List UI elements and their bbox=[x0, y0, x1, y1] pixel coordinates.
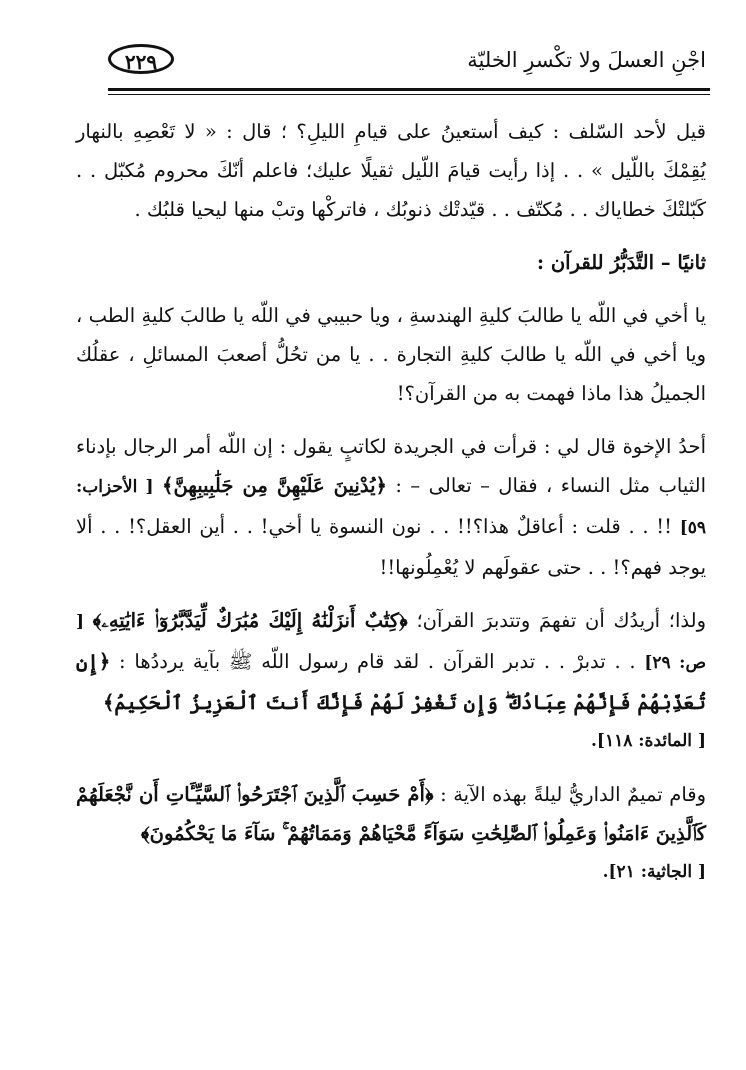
paragraph-text: أحدُ الإخوة قال لي : قرأت في الجريدة لكاتبٍ يقول : إن اللّه أمر الرجال بإدناء الثياب مثل النساء ، فقال – تعالى – : bbox=[76, 435, 706, 497]
paragraph-text: !! . . قلت : أعاقلٌ هذا؟!! . . نون النسوة يا أخي! . . أين العقل؟! . . ألا يوجد فهم؟! . . حتى عقولَهم لا يُعْمِلُونها!! bbox=[76, 515, 706, 579]
verse-reference: [ المائدة: ١١٨]. bbox=[590, 731, 706, 751]
paragraph-text: . . تدبرْ . . تدبر القرآن . لقد قام رسول اللّه ﷺ بآية يرددُها : bbox=[119, 650, 636, 673]
page-number: ٢٢٩ bbox=[108, 44, 174, 74]
verse-reference: [ ص: ٢٩] bbox=[76, 612, 706, 673]
paragraph-night-prayer: قيل لأحد السّلف : كيف أستعينُ على قيامِ الليلِ؟ ؛ قال : « لا تَعْصِهِ بالنهار يُقِمْكَ باللّيل » . . إذا رأيت قيامَ اللّيل ثقيلًا عليك؛ فاعلم أنّكَ محروم مُكبّل . . كَبّلتْكَ خطاياك . . مُكتّف . . قيّدتْك ذنوبُك ، فاتركْها وتبْ منها ليحيا قلبُك . bbox=[76, 120, 706, 221]
paragraph-text: ولذا؛ أريدُك أن تفهمَ وتتدبرَ القرآن؛ bbox=[416, 609, 707, 632]
section-heading: ثانيًا – التَّدَبُّرُ للقرآن : bbox=[536, 251, 706, 274]
header-rule-thin bbox=[108, 94, 710, 95]
quran-verse: ﴿كِتَٰبٌ أَنزَلْنَٰهُ إِلَيْكَ مُبَٰرَكٌ لِّيَدَّبَّرُوٓا۟ ءَايَٰتِهِۦ﴾ bbox=[92, 609, 408, 632]
body-text bbox=[76, 112, 706, 892]
header-rule bbox=[108, 88, 710, 91]
quran-verse: ﴿إِن تُعَذِّبْهُمْ فَإِنَّهُمْ عِبَادُكَ ۖ وَإِن تَغْفِرْ لَهُمْ فَإِنَّكَ أَنتَ ٱلْعَزِيزُ ٱلْحَكِيمُ﴾ bbox=[76, 650, 706, 714]
paragraph-text: وقام تميمٌ الداريُّ ليلةً بهذه الآية : bbox=[440, 783, 706, 806]
paragraph-tamim bbox=[76, 775, 706, 892]
quran-verse: ﴿أَمْ حَسِبَ ٱلَّذِينَ ٱجْتَرَحُوا۟ ٱلسَّيِّـَٔاتِ أَن نَّجْعَلَهُمْ كَٱلَّذِينَ ءَامَنُوا۟ وَعَمِلُوا۟ ٱلصَّٰلِحَٰتِ سَوَآءً مَّحْيَاهُمْ وَمَمَاتُهُمْ ۚ سَآءَ مَا يَحْكُمُونَ﴾ bbox=[76, 783, 706, 845]
verse-reference: [ الجاثية: ٢١]. bbox=[602, 862, 706, 882]
paragraph-reflect bbox=[76, 601, 706, 761]
page-header bbox=[112, 42, 706, 82]
running-title: اجْنِ العسلَ ولا تكْسرِ الخليّة bbox=[467, 48, 706, 72]
quran-verse: ﴿يُدْنِينَ عَلَيْهِنَّ مِن جَلَٰبِيبِهِنَّ﴾ bbox=[162, 474, 387, 497]
verse-reference: [ الأحزاب: ٥٩] bbox=[76, 477, 707, 538]
paragraph-students: يا أخي في اللّه يا طالبَ كليةِ الهندسةِ ، ويا حبيبي في اللّه يا طالبَ كليةِ الطب ، ويا أخي في اللّه يا طالبَ كليةِ التجارة . . يا من تحُلُّ أصعبَ المسائلِ ، عقلُك الجميلُ هذا ماذا فهمت به من القرآن؟! bbox=[76, 304, 706, 405]
paragraph-newspaper bbox=[76, 427, 706, 587]
